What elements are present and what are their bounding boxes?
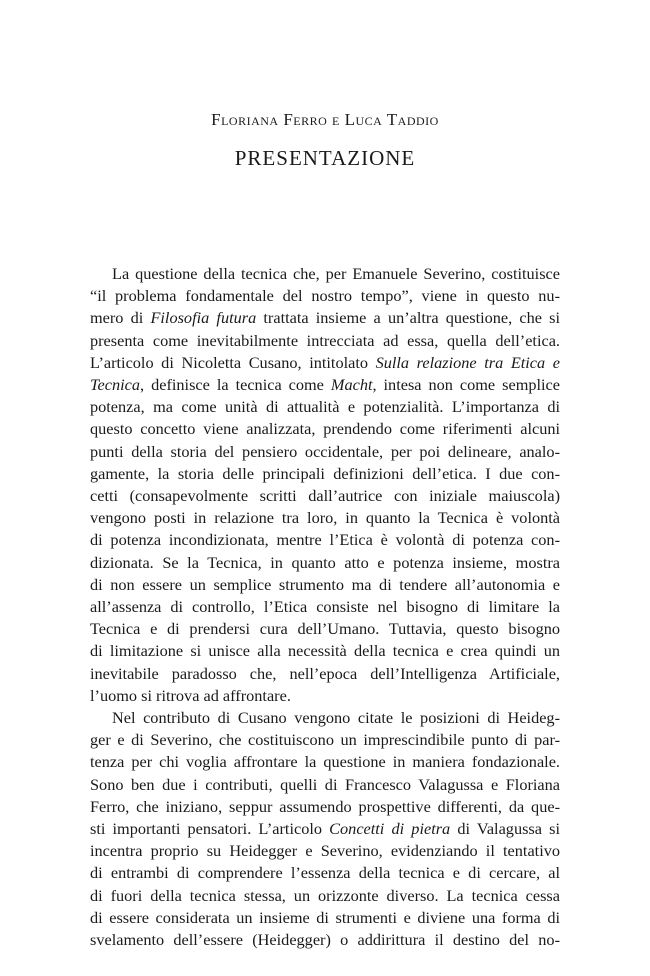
text-line: Ferro, che iniziano, seppur assumendo prospettive differenti, da que- [90,796,560,816]
text-line: L’articolo di Nicoletta Cusano, intitolato Sulla relazione tra Etica e [90,352,560,372]
text-line: punti della storia del pensiero occidentale, per poi delineare, analo- [90,441,560,461]
page-title: PRESENTAZIONE [234,146,416,170]
text-line: ger e di Severino, che costituiscono un imprescindibile punto di par- [90,730,560,750]
text-line: “il problema fondamentale del nostro tempo”, viene in questo nu- [90,286,560,306]
text-line: Sono ben due i contributi, quelli di Francesco Valagussa e Floriana [90,774,560,794]
text-line: di essere considerata un insieme di strumenti e diviene una forma di [90,907,560,927]
text-line: presenta come inevitabilmente intrecciata ad essa, quella dell’etica. [90,330,560,350]
text-line: cetti (consapevolmente scritti dall’autrice con iniziale maiuscola) [90,486,560,506]
text-line: sti importanti pensatori. L’articolo Concetti di pietra di Valagussa si [90,819,560,839]
text-line: Tecnica e di prendersi cura dell’Umano. Tuttavia, questo bisogno [90,619,560,639]
text-line: svelamento dell’essere (Heidegger) o addirittura il destino del no- [90,930,560,950]
paragraph [90,707,560,951]
text-line: vengono posti in relazione tra loro, in quanto la Tecnica è volontà [90,508,560,528]
text-line: di non essere un semplice strumento ma di tendere all’autonomia e [90,574,560,594]
body-text [90,263,560,951]
text-line: questo concetto viene analizzata, prendendo come riferimenti alcuni [90,419,560,439]
text-line: mero di Filosofia futura trattata insieme a un’altra questione, che si [90,308,560,328]
authors-heading: Floriana Ferro e Luca Taddio [211,110,439,129]
text-line: gamente, la storia delle principali definizioni dell’etica. I due con- [90,463,560,483]
text-line: dizionata. Se la Tecnica, in quanto atto e potenza insieme, mostra [90,552,560,572]
text-line: l’uomo si ritrova ad affrontare. [90,685,291,705]
text-line: all’assenza di controllo, l’Etica consiste nel bisogno di limitare la [90,597,560,617]
text-line: di potenza incondizionata, mentre l’Etica è volontà di potenza con- [90,530,560,550]
text-line: incentra proprio su Heidegger e Severino, evidenziando il tentativo [90,841,560,861]
text-line: inevitabile paradosso che, nell’epoca dell’Intelligenza Artificiale, [90,663,560,683]
text-line: Tecnica, definisce la tecnica come Macht, intesa non come semplice [90,375,560,395]
text-line: di fuori della tecnica stessa, un orizzonte diverso. La tecnica cessa [90,885,560,905]
text-line: tenza per chi voglia affrontare la questione in maniera fondazionale. [90,752,560,772]
text-line: Nel contributo di Cusano vengono citate le posizioni di Heideg- [112,708,560,728]
text-line: La questione della tecnica che, per Emanuele Severino, costituisce [112,264,560,283]
paragraph [90,263,560,707]
text-line: di entrambi di comprendere l’essenza della tecnica e di cercare, al [90,863,560,883]
text-line: di limitazione si unisce alla necessità della tecnica e crea quindi un [90,641,560,661]
text-line: potenza, ma come unità di attualità e potenzialità. L’importanza di [90,397,560,417]
